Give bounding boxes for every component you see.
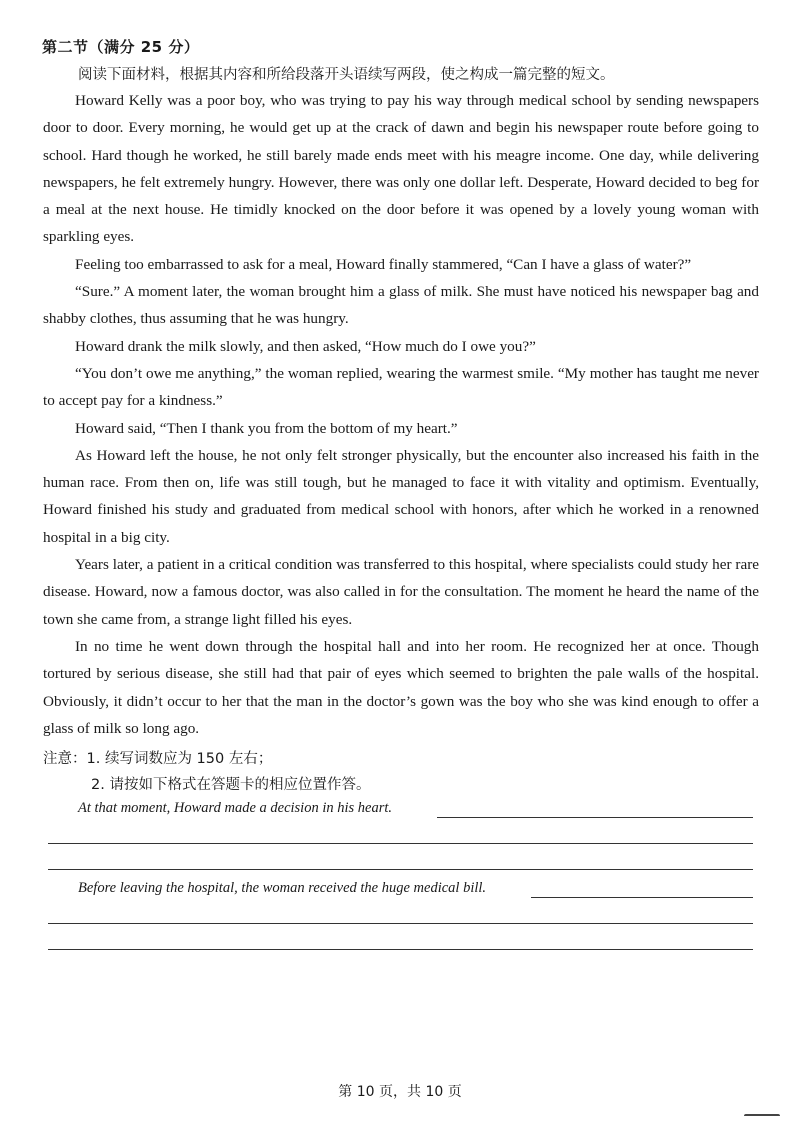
- page-number: 第 10 页，共 10 页: [338, 1084, 462, 1100]
- note-item-2: 2. 请按如下格式在答题卡的相应位置作答。: [91, 777, 371, 793]
- section-heading: 第二节（满分 25 分）: [42, 38, 200, 56]
- passage-paragraph: Howard drank the milk slowly, and then asked, “How much do I owe you?”: [75, 337, 536, 355]
- writing-line[interactable]: [48, 923, 753, 924]
- passage-paragraph: Howard said, “Then I thank you from the bottom of my heart.”: [75, 419, 458, 437]
- continuation-prompt-1: At that moment, Howard made a decision in his heart.: [78, 800, 393, 816]
- reading-passage: [43, 87, 759, 742]
- passage-paragraph: Feeling too embarrassed to ask for a meal, Howard finally stammered, “Can I have a glass of water?”: [75, 255, 692, 273]
- passage-paragraph: Howard Kelly was a poor boy, who was trying to pay his way through medical school by sending newspapers door to door. Every morning, he would get up at the crack of dawn and begin his newspaper route before going to school. Hard though he worked, he still barely made ends meet with his meagre income. One day, while delivering newspapers, he felt extremely hungry. However, there was only one dollar left. Desperate, Howard decided to beg for a meal at the next house. He timidly knocked on the door before it was opened by a lovely young woman with sparkling eyes.: [43, 92, 759, 246]
- notes-row-1: [43, 746, 370, 772]
- passage-paragraph: Years later, a patient in a critical condition was transferred to this hospital, where specialists could study her rare disease. Howard, now a famous doctor, was also called in for the consultation. The moment he heard the name of the town she came from, a strange light filled his eyes.: [43, 556, 759, 628]
- writing-line[interactable]: [48, 949, 753, 950]
- notes-label: 注意：: [43, 751, 87, 767]
- task-instruction: 阅读下面材料，根据其内容和所给段落开头语续写两段，使之构成一篇完整的短文。: [78, 67, 615, 83]
- passage-paragraph: “You don’t owe me anything,” the woman replied, wearing the warmest smile. “My mother has taught me never to accept pay for a kindness.”: [43, 364, 759, 410]
- writing-line[interactable]: [48, 869, 753, 870]
- writing-line[interactable]: [48, 843, 753, 844]
- passage-paragraph: “Sure.” A moment later, the woman brought him a glass of milk. She must have noticed his newspaper bag and shabby clothes, thus assuming that he was hungry.: [43, 283, 759, 328]
- passage-paragraph: In no time he went down through the hospital hall and into her room. He recognized her at once. Though tortured by serious disease, she still had that pair of eyes which seemed to brighten the pale walls of the hospital. Obviously, it didn’t occur to her that the man in the doctor’s gown was the boy who she was kind enough to offer a glass of milk so long ago.: [43, 637, 759, 737]
- continuation-prompt-2: Before leaving the hospital, the woman received the huge medical bill.: [78, 880, 487, 896]
- notes-block: [43, 746, 370, 798]
- scan-mark: [744, 1114, 780, 1120]
- writing-line[interactable]: [531, 897, 753, 898]
- passage-paragraph: As Howard left the house, he not only felt stronger physically, but the encounter also increased his faith in the human race. From then on, life was still tough, but he managed to face it with vitality and optimism. Eventually, Howard finished his study and graduated from medical school with honors, after which he worked in a renowned hospital in a big city.: [43, 446, 759, 546]
- writing-line[interactable]: [437, 817, 753, 818]
- note-item-1: 1. 续写词数应为 150 左右；: [86, 751, 273, 767]
